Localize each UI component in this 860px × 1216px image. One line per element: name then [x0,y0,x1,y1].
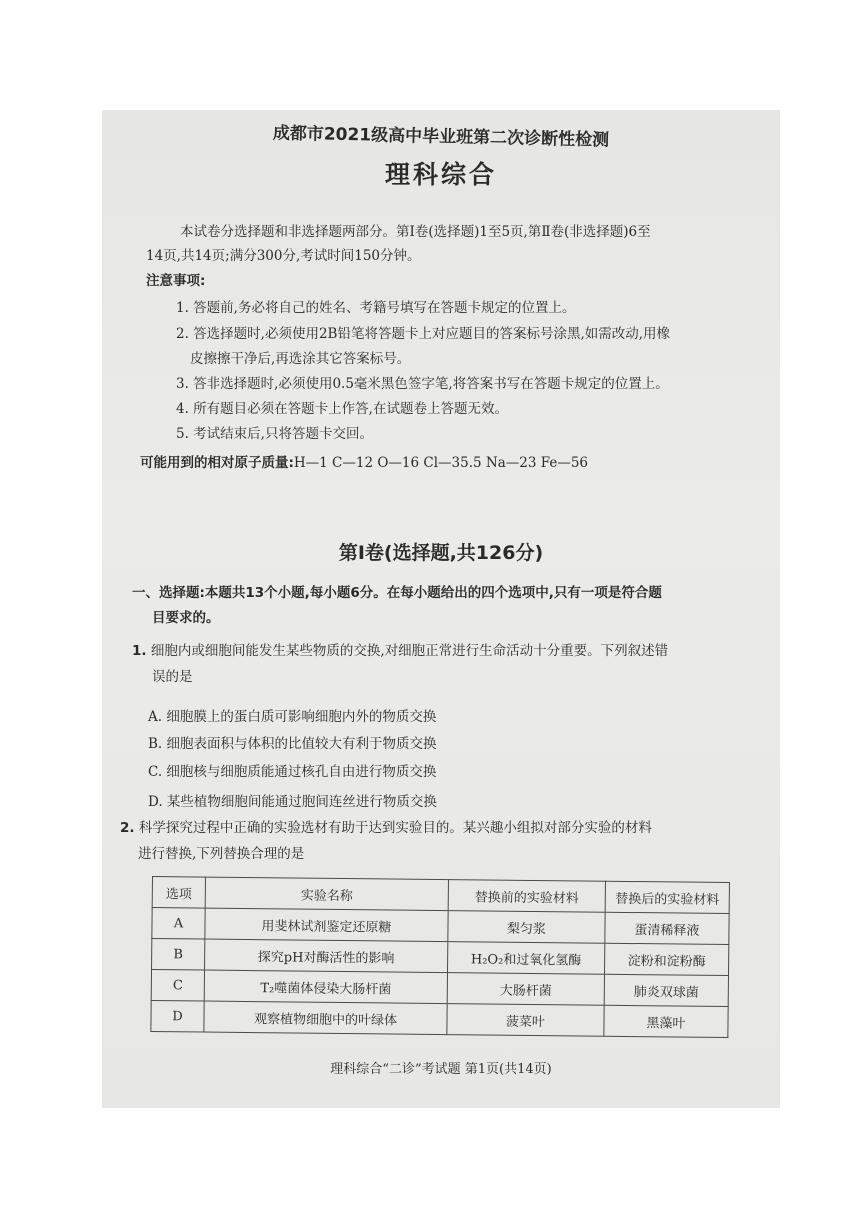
table-cell: 菠菜叶 [447,1004,604,1037]
q1-option-b: B. 细胞表面积与体积的比值较大有利于物质交换 [148,736,437,752]
table-cell: H₂O₂和过氧化氢酶 [448,942,605,975]
q1-option-d: D. 某些植物细胞间能通过胞间连丝进行物质交换 [148,794,437,810]
table-cell: 观察植物细胞中的叶绿体 [204,1001,447,1035]
q1-stem-b: 误的是 [152,669,193,685]
atomic-mass-line [140,454,588,472]
notes-heading: 注意事项: [146,273,206,289]
q1-option-c: C. 细胞核与细胞质能通过核孔自由进行物质交换 [148,764,437,780]
note-item-1: 1. 答题前,务必将自己的姓名、考籍号填写在答题卡规定的位置上。 [176,300,576,316]
table-cell: 淀粉和淀粉酶 [604,943,728,975]
table-cell: 梨匀浆 [448,911,605,944]
page-footer: 理科综合“二诊”考试题 第1页(共14页) [330,1062,552,1077]
q2-stem-a: 科学探究过程中正确的实验选材有助于达到实验目的。某兴趣小组拟对部分实验的材料 [138,820,652,836]
section-instruction-a: 一、选择题:本题共13个小题,每小题6分。在每小题给出的四个选项中,只有一项是符合题 [132,585,662,601]
exam-title: 成都市2021级高中毕业班第二次诊断性检测 [272,123,610,151]
intro-line-2: 14页,共14页;满分300分,考试时间150分钟。 [146,248,421,264]
q1-option-a: A. 细胞膜上的蛋白质可影响细胞内外的物质交换 [148,709,437,725]
table-cell: T₂噬菌体侵染大肠杆菌 [204,970,447,1004]
table-cell: C [151,970,204,1002]
table-header-cell: 替换前的实验材料 [448,880,605,913]
q2-options-table [150,876,730,1038]
section-title: 第Ⅰ卷(选择题,共126分) [338,542,544,564]
table-cell: 黑藻叶 [604,1005,728,1037]
table-cell: 肺炎双球菌 [604,974,728,1006]
table-cell: 用斐林试剂鉴定还原糖 [205,908,448,942]
table-cell: A [152,908,205,940]
q2-stem-b: 进行替换,下列替换合理的是 [138,846,305,862]
q1-number: 1. [132,643,147,659]
table-cell: B [152,939,205,971]
q1-stem-a: 细胞内或细胞间能发生某些物质的交换,对细胞正常进行生命活动十分重要。下列叙述错 [150,643,669,659]
subject-title: 理科综合 [384,160,497,189]
note-item-2-cont: 皮擦擦干净后,再选涂其它答案标号。 [190,351,411,367]
note-item-4: 4. 所有题目必须在答题卡上作答,在试题卷上答题无效。 [176,401,508,417]
table-cell: D [151,1000,204,1032]
note-item-2: 2. 答选择题时,必须使用2B铅笔将答题卡上对应题目的答案标号涂黑,如需改动,用橡 [176,326,671,342]
q2-number: 2. [120,820,135,836]
table-cell: 探究pH对酶活性的影响 [205,939,448,973]
section-instruction-b: 目要求的。 [152,610,220,626]
q1-line-a [132,642,668,660]
intro-line-1: 本试卷分选择题和非选择题两部分。第Ⅰ卷(选择题)1至5页,第Ⅱ卷(非选择题)6至 [180,224,651,240]
q2-line-a [120,819,652,837]
table-header-cell: 选项 [152,877,205,909]
note-item-3: 3. 答非选择题时,必须使用0.5毫米黑色签字笔,将答案书写在答题卡规定的位置上。 [176,376,669,392]
table-header-cell: 替换后的实验材料 [605,881,729,913]
note-item-5: 5. 考试结束后,只将答题卡交回。 [176,426,373,442]
table-row [151,1000,728,1037]
atomic-mass-label: 可能用到的相对原子质量: [140,455,294,471]
exam-page [102,110,780,1108]
atomic-mass-values: H—1 C—12 O—16 Cl—35.5 Na—23 Fe—56 [293,455,589,471]
table-cell: 蛋清稀释液 [605,912,729,944]
table-cell: 大肠杆菌 [447,973,604,1006]
table-header-cell: 实验名称 [205,877,448,911]
